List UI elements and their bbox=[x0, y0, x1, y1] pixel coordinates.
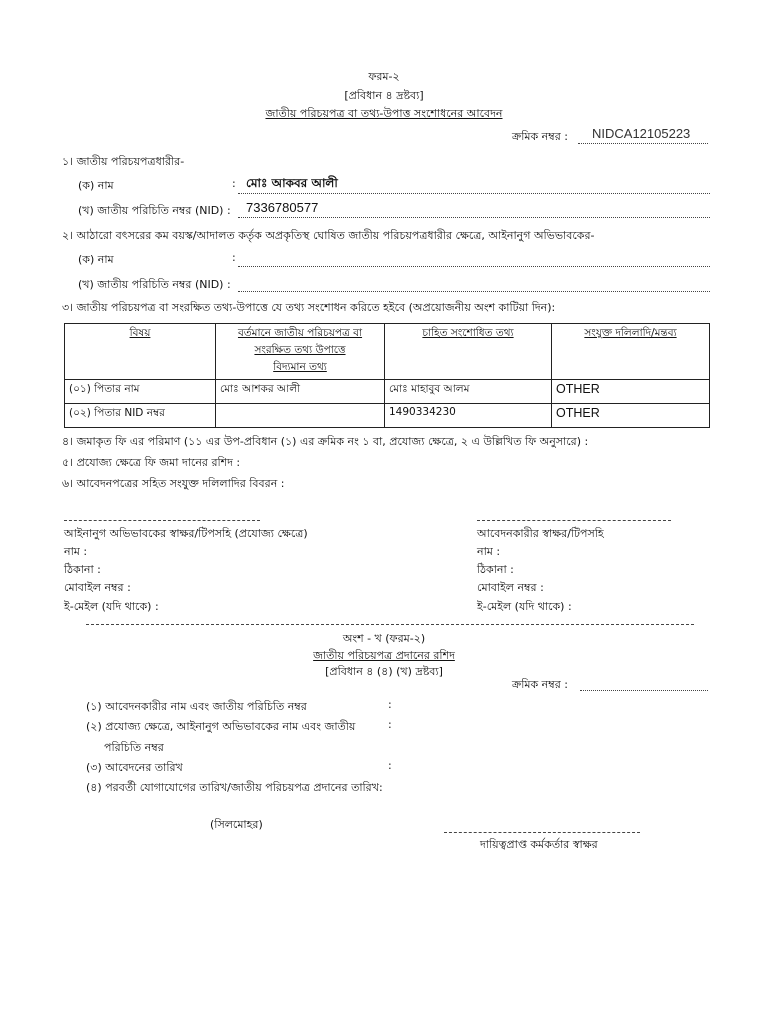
header-subject: বিষয় bbox=[65, 324, 216, 380]
row-remark: OTHER bbox=[552, 404, 710, 428]
guardian-signature-line bbox=[64, 520, 260, 521]
guardian-address-field: ঠিকানা : bbox=[64, 563, 101, 576]
applicant-mobile-field: মোবাইল নম্বর : bbox=[477, 581, 544, 594]
guardian-name-colon: : bbox=[232, 251, 236, 264]
guardian-name-label: (ক) নাম bbox=[78, 253, 114, 266]
receipt-item-1-colon: : bbox=[388, 698, 392, 711]
receipt-serial-label: ক্রমিক নম্বর : bbox=[512, 678, 568, 691]
row-subject: (০১) পিতার নাম bbox=[65, 380, 216, 404]
guardian-mobile-field: মোবাইল নম্বর : bbox=[64, 581, 131, 594]
seal-label: (সিলমোহর) bbox=[210, 818, 263, 831]
section2-heading: ২। আঠারো বৎসরের কম বয়স্ক/আদালত কর্তৃক অপ্রকৃতিস্থ ঘোষিত জাতীয় পরিচয়পত্রধারীর ক্ষেত্রে, আইনানুগ অভিভাবকের- bbox=[62, 229, 595, 242]
receipt-item-2: (২) প্রযোজ্য ক্ষেত্রে, আইনানুগ অভিভাবকের নাম এবং জাতীয় bbox=[86, 720, 356, 733]
guardian-name-dotline bbox=[238, 266, 710, 267]
applicant-address-field: ঠিকানা : bbox=[477, 563, 514, 576]
receipt-item-3-colon: : bbox=[388, 759, 392, 772]
receipt-regulation-reference: [প্রবিধান ৪ (৪) (খ) দ্রষ্টব্য] bbox=[325, 665, 443, 678]
receipt-item-2-cont: পরিচিতি নম্বর bbox=[104, 741, 164, 754]
officer-signature-label: দায়িত্বপ্রাপ্ত কর্মকর্তার স্বাক্ষর bbox=[480, 838, 598, 851]
table-header-row bbox=[65, 324, 710, 380]
header-attached-docs: সংযুক্ত দলিলাদি/মন্তব্য bbox=[552, 324, 710, 380]
guardian-nid-label: (খ) জাতীয় পরিচিতি নম্বর (NID) : bbox=[78, 278, 231, 291]
receipt-item-2-colon: : bbox=[388, 718, 392, 731]
receipt-title: জাতীয় পরিচয়পত্র প্রদানের রশিদ bbox=[313, 649, 455, 662]
row-remark: OTHER bbox=[552, 380, 710, 404]
guardian-signature-title: আইনানুগ অভিভাবকের স্বাক্ষর/টিপসহি (প্রযোজ্য ক্ষেত্রে) bbox=[64, 527, 308, 540]
header-current-info: বর্তমানে জাতীয় পরিচয়পত্র বা সংরক্ষিত তথ্য উপাত্তে বিদ্যমান তথ্য bbox=[216, 324, 385, 380]
header-requested-info: চাহিত সংশোধিত তথ্য bbox=[385, 324, 552, 380]
regulation-reference: [প্রবিধান ৪ দ্রষ্টব্য] bbox=[344, 89, 424, 102]
serial-value: NIDCA12105223 bbox=[592, 126, 691, 141]
row-current: মোঃ আশকর আলী bbox=[216, 380, 385, 404]
receipt-part: অংশ - খ (ফরম-২) bbox=[342, 632, 426, 645]
applicant-signature-line bbox=[477, 520, 671, 521]
guardian-email-field: ই-মেইল (যদি থাকে) : bbox=[64, 600, 159, 613]
holder-name-colon: : bbox=[232, 177, 236, 190]
holder-name-label: (ক) নাম bbox=[78, 179, 114, 192]
receipt-item-3: (৩) আবেদনের তারিখ bbox=[86, 761, 183, 774]
form-number: ফরম-২ bbox=[368, 70, 400, 83]
row-subject: (০২) পিতার NID নম্বর bbox=[65, 404, 216, 428]
applicant-signature-title: আবেদনকারীর স্বাক্ষর/টিপসহি bbox=[477, 527, 604, 540]
holder-nid-value: 7336780577 bbox=[246, 200, 319, 215]
correction-table bbox=[64, 323, 710, 428]
section5-receipt: ৫। প্রযোজ্য ক্ষেত্রে ফি জমা দানের রশিদ : bbox=[62, 456, 241, 469]
row-current bbox=[216, 404, 385, 428]
table-row bbox=[65, 380, 710, 404]
table-row bbox=[65, 404, 710, 428]
section6-attachments: ৬। আবেদনপত্রের সহিত সংযুক্ত দলিলাদির বিবরন : bbox=[62, 477, 285, 490]
guardian-name-field: নাম : bbox=[64, 545, 88, 558]
holder-name-dotline bbox=[238, 193, 710, 194]
serial-dotline bbox=[578, 143, 708, 144]
row-requested: 1490334230 bbox=[385, 404, 552, 428]
applicant-name-field: নাম : bbox=[477, 545, 501, 558]
serial-label: ক্রমিক নম্বর : bbox=[512, 130, 568, 143]
applicant-email-field: ই-মেইল (যদি থাকে) : bbox=[477, 600, 572, 613]
holder-nid-dotline bbox=[238, 217, 710, 218]
receipt-item-1: (১) আবেদনকারীর নাম এবং জাতীয় পরিচিতি নম্বর bbox=[86, 700, 307, 713]
receipt-item-4: (৪) পরবর্তী যোগাযোগের তারিখ/জাতীয় পরিচয়পত্র প্রদানের তারিখ: bbox=[86, 781, 383, 794]
section1-heading: ১। জাতীয় পরিচয়পত্রধারীর- bbox=[62, 155, 185, 168]
officer-signature-line bbox=[444, 832, 640, 833]
row-requested: মোঃ মাহাবুব আলম bbox=[385, 380, 552, 404]
section4-fee: ৪। জমাকৃত ফি এর পরিমাণ (১১ এর উপ-প্রবিধান (১) এর ক্রমিক নং ১ বা, প্রযোজ্য ক্ষেত্রে, ২ এ উল্লিখিত ফি অনুসারে) : bbox=[62, 435, 589, 448]
guardian-nid-dotline bbox=[238, 291, 710, 292]
holder-name-value: মোঃ আকবর আলী bbox=[246, 176, 338, 190]
cut-line bbox=[86, 624, 694, 625]
holder-nid-label: (খ) জাতীয় পরিচিতি নম্বর (NID) : bbox=[78, 204, 231, 217]
receipt-serial-dotline bbox=[580, 690, 708, 691]
section3-heading: ৩। জাতীয় পরিচয়পত্র বা সংরক্ষিত তথ্য-উপাত্তে যে তথ্য সংশোধন করিতে হইবে (অপ্রয়োজনীয় অংশ কাটিয়া দিন): bbox=[62, 301, 556, 314]
form-title: জাতীয় পরিচয়পত্র বা তথ্য-উপাত্ত সংশোধনের আবেদন bbox=[265, 107, 503, 120]
